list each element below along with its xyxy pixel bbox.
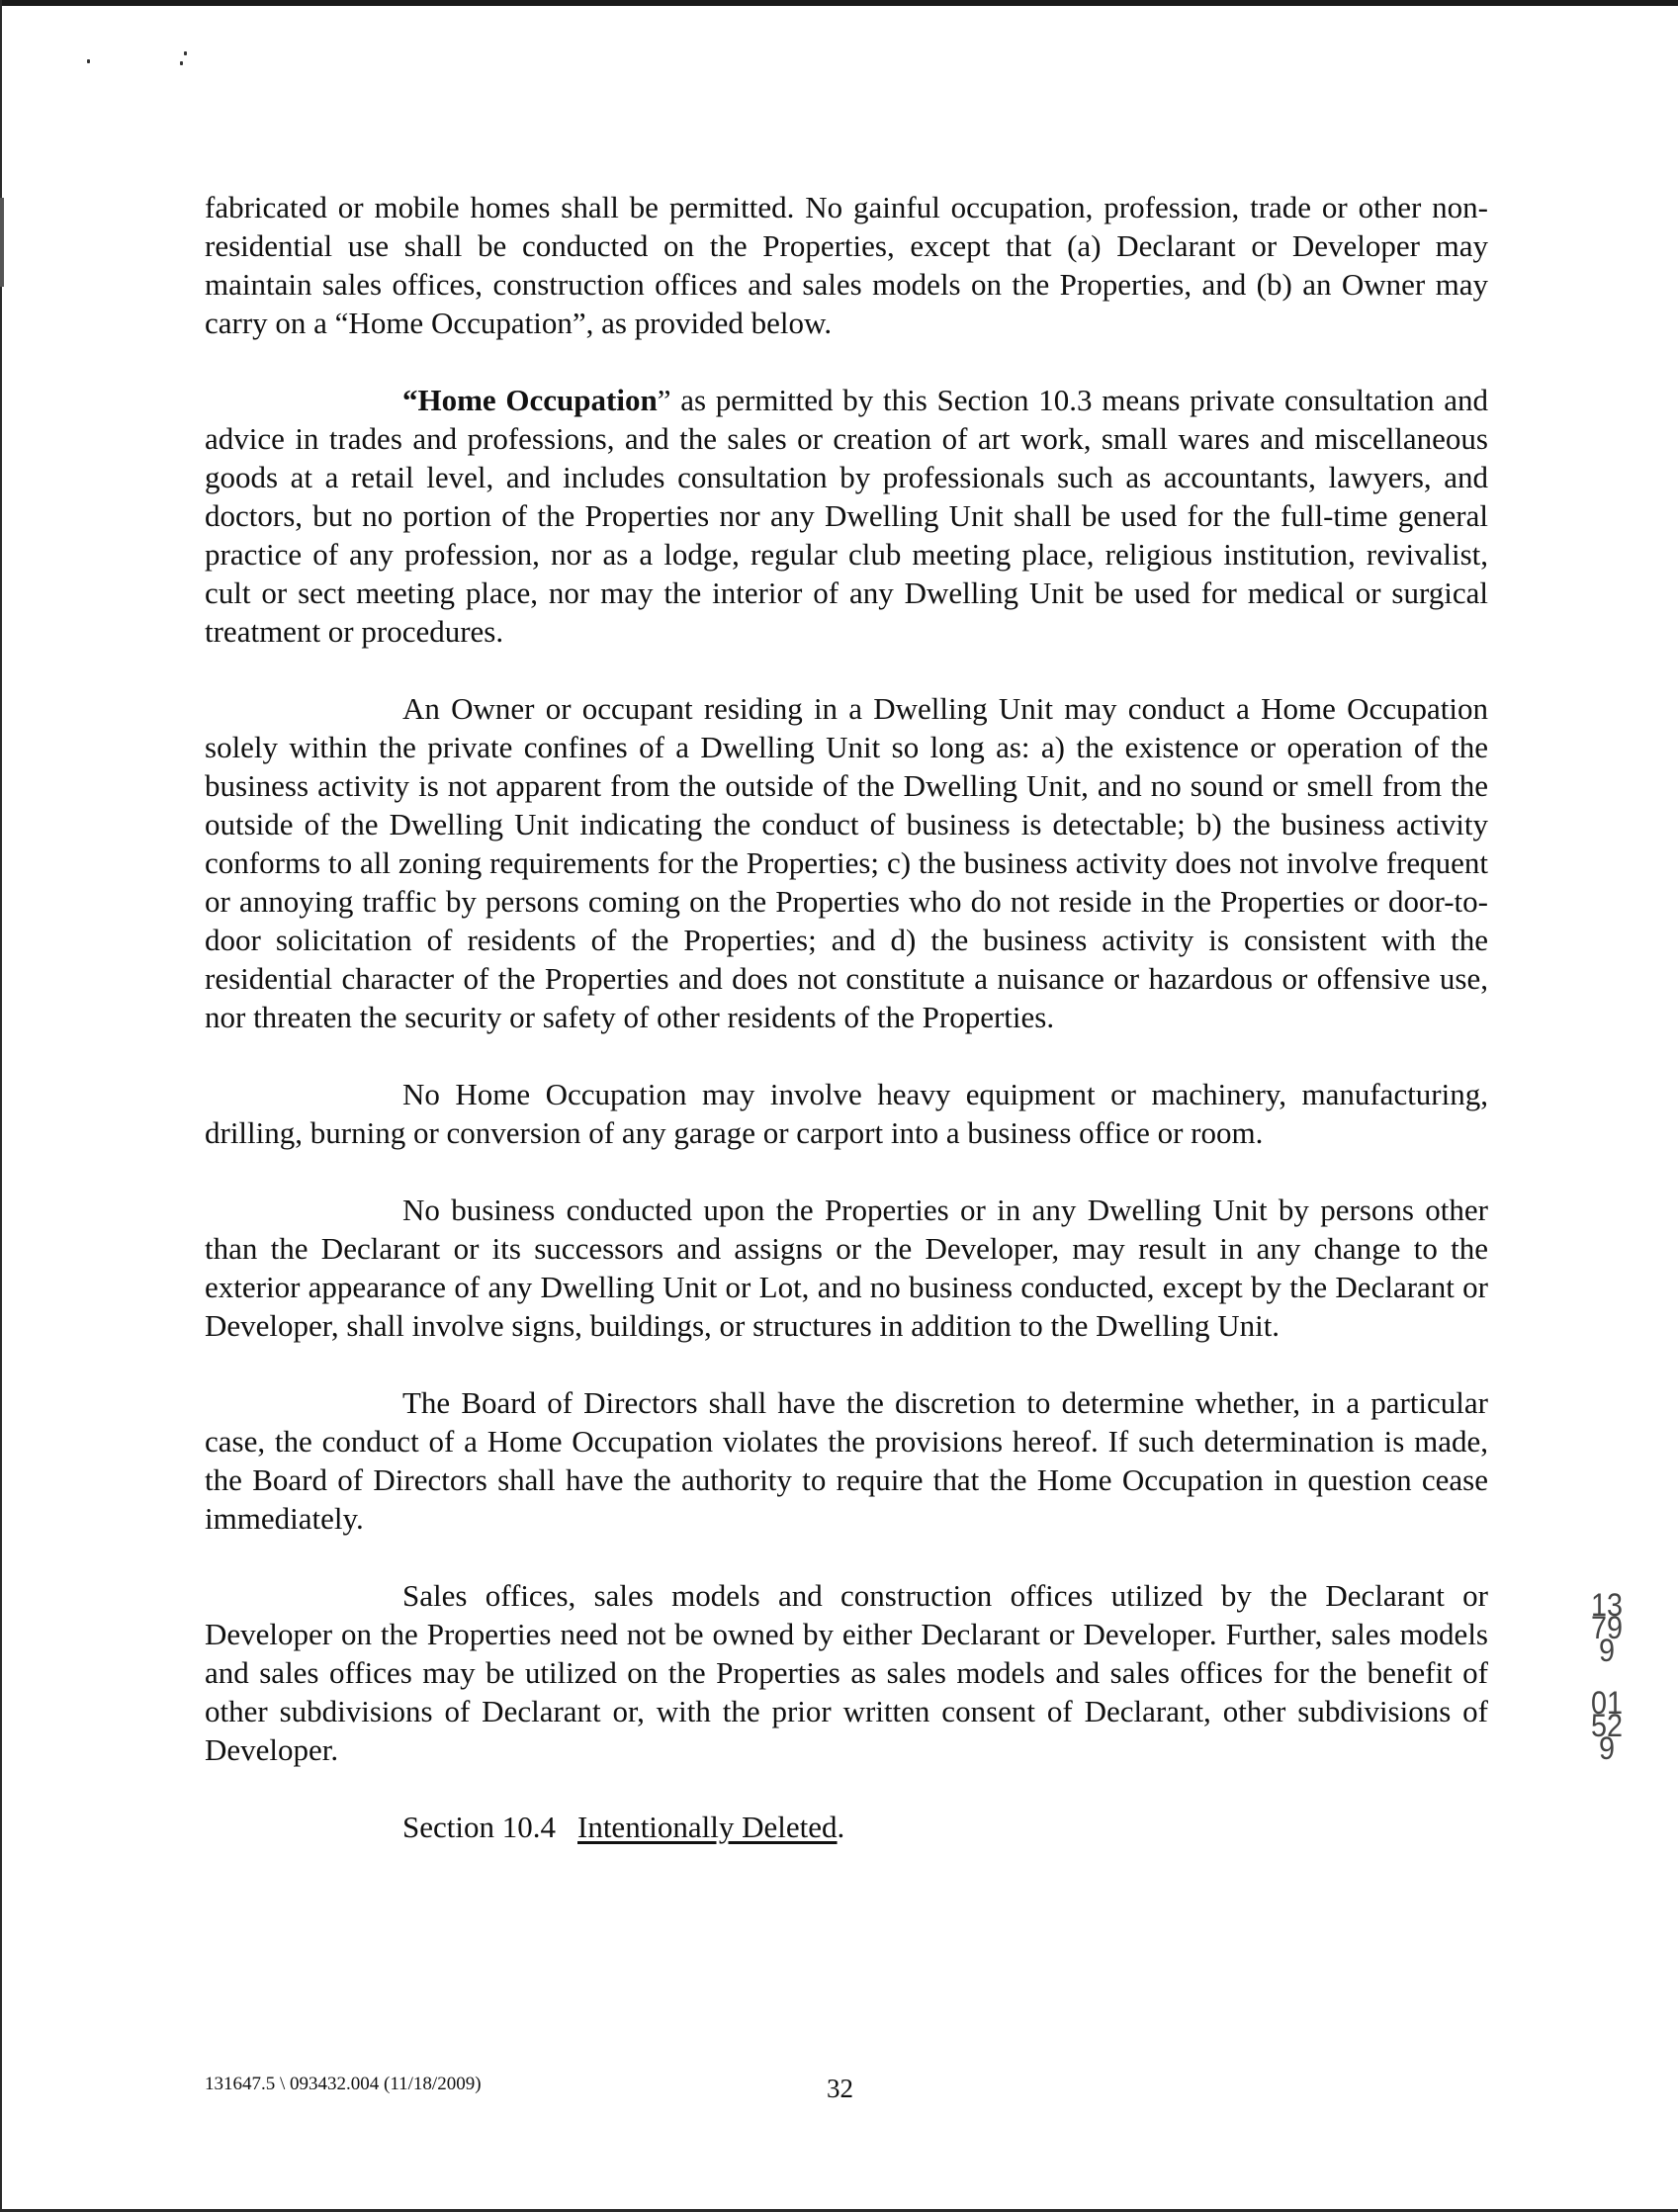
home-occupation-definition-text: ” as permitted by this Section 10.3 means private consultation and advice in trades and professions, and the sales or creation of art work, small wares and miscellaneous goods at a retail level, and includes consultation by professionals such as accountants, lawyers, and doctors, but no portion of the Properties nor any Dwelling Unit shall be used for the full-time general practice of any profession, nor as a lodge, regular club meeting place, religious institution, revivalist, cult or sect meeting place, nor may the interior of any Dwelling Unit be used for medical or surgical treatment or procedures. — [205, 383, 1488, 649]
paragraph-exterior-appearance: No business conducted upon the Properties or in any Dwelling Unit by persons other than the Declarant or its successors and assigns or the Developer, may result in any change to the exterior appearance of any Dwelling Unit or Lot, and no business conducted, except by the Declarant or Developer, shall involve signs, buildings, or structures in addition to the Dwelling Unit. — [205, 1193, 1488, 1343]
footer-page-number: 32 — [827, 2074, 853, 2103]
section-title: Intentionally Deleted — [577, 1810, 838, 1844]
footer-document-reference: 131647.5 \ 093432.004 (11/18/2009) — [205, 2074, 482, 2094]
scan-edge-mark — [0, 198, 4, 287]
scan-speck — [87, 59, 90, 63]
document-body — [205, 188, 1488, 1846]
recording-stamp-page: 01529 — [1590, 1685, 1624, 1766]
home-occupation-term: “Home Occupation — [402, 383, 658, 417]
paragraph-permitted-uses: fabricated or mobile homes shall be permitted. No gainful occupation, profession, trade or other non-residential use shall be conducted on the Properties, except that (a) Declarant or Developer may maintain sales offices, construction offices and sales models on the Properties, and (b) an Owner may carry on a “Home Occupation”, as provided below. — [205, 190, 1488, 340]
scan-left-edge — [0, 0, 2, 2212]
section-heading — [205, 1808, 1488, 1846]
section-period: . — [837, 1810, 845, 1844]
scan-speck — [180, 61, 183, 65]
paragraph-board-discretion: The Board of Directors shall have the discretion to determine whether, in a particular case, the conduct of a Home Occupation violates the provisions hereof. If such determination is made, the Board of Directors shall have the authority to require that the Home Occupation in question cease immediately. — [205, 1385, 1488, 1536]
paragraph-sales-offices: Sales offices, sales models and construction offices utilized by the Declarant or Developer on the Properties need not be owned by either Declarant or Developer. Further, sales models and sales offices may be utilized on the Properties as sales models and sales offices for the benefit of other subdivisions of Declarant or, with the prior written consent of Declarant, other subdivisions of Developer. — [205, 1578, 1488, 1767]
paragraph-home-occupation-conditions: An Owner or occupant residing in a Dwelling Unit may conduct a Home Occupation solely within the private confines of a Dwelling Unit so long as: a) the existence or operation of the business activity is not apparent from the outside of the Dwelling Unit, and no sound or smell from the outside of the Dwelling Unit indicating the conduct of business is detectable; b) the business activity conforms to all zoning requirements for the Properties; c) the business activity does not involve frequent or annoying traffic by persons coming on the Properties who do not reside in the Properties or door-to-door solicitation of residents of the Properties; and d) the business activity is consistent with the residential character of the Properties and does not constitute a nuisance or hazardous or offensive use, nor threaten the security or safety of other residents of the Properties. — [205, 691, 1488, 1034]
paragraph-home-occupation-definition — [205, 381, 1488, 651]
paragraph-equipment-restriction: No Home Occupation may involve heavy equipment or machinery, manufacturing, drilling, burning or conversion of any garage or carport into a business office or room. — [205, 1077, 1488, 1150]
recording-stamp — [1589, 1587, 1625, 1766]
recording-stamp-book: 13799 — [1590, 1587, 1624, 1668]
section-number: Section 10.4 — [402, 1810, 556, 1844]
scan-speck — [184, 51, 187, 55]
scan-top-edge — [0, 0, 1678, 6]
